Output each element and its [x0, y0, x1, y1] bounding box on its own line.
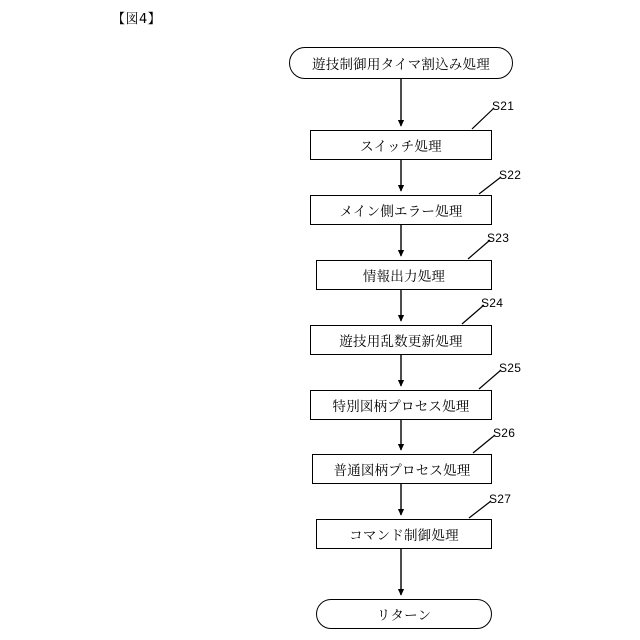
step-label-s27: S27	[489, 492, 512, 506]
node-information-output-process[interactable]: 情報出力処理	[316, 260, 492, 290]
figure-label: 【図4】	[112, 12, 162, 27]
step-label-s24: S24	[481, 296, 504, 310]
node-normal-symbol-process[interactable]: 普通図柄プロセス処理	[312, 454, 492, 484]
step-label-s22: S22	[499, 168, 522, 182]
node-special-symbol-process[interactable]: 特別図柄プロセス処理	[310, 390, 492, 420]
step-label-s25: S25	[499, 361, 522, 375]
node-main-error-process[interactable]: メイン側エラー処理	[310, 195, 492, 225]
step-label-s26: S26	[493, 426, 516, 440]
step-label-s23: S23	[487, 231, 510, 245]
node-game-random-number-update-process[interactable]: 遊技用乱数更新処理	[310, 325, 492, 355]
step-label-s21: S21	[492, 99, 515, 113]
node-command-control-process[interactable]: コマンド制御処理	[316, 519, 492, 549]
node-switch-process[interactable]: スイッチ処理	[310, 130, 492, 160]
node-start[interactable]: 遊技制御用タイマ割込み処理	[289, 47, 513, 79]
node-return[interactable]: リターン	[316, 599, 492, 629]
